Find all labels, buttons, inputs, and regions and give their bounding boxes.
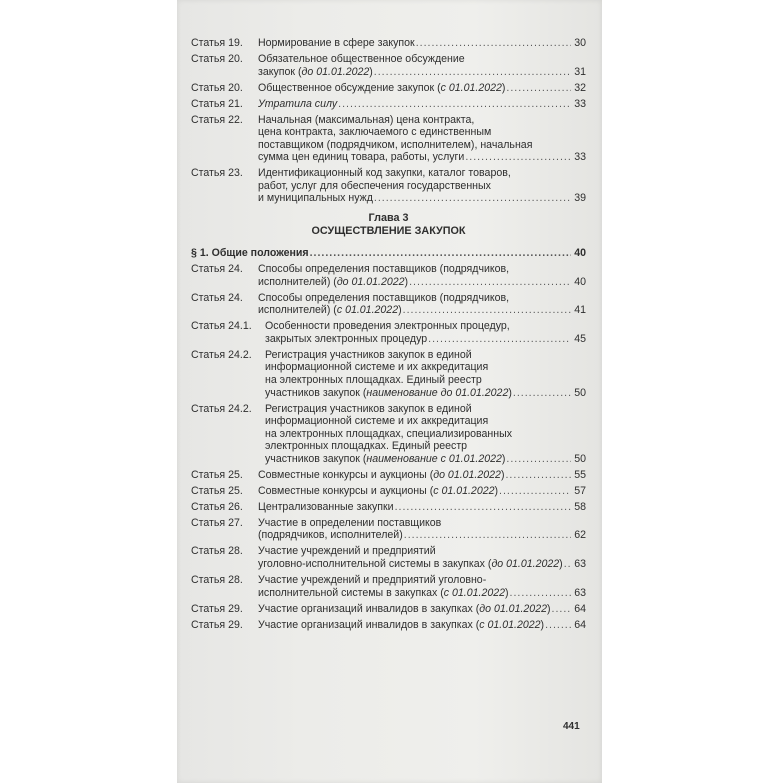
page-ref: 63 [574,586,586,599]
page-ref: 33 [574,151,586,164]
title-last-text [265,333,427,346]
closing-text: ) [501,81,506,94]
article-title [258,263,586,288]
dot-leader [416,37,571,50]
article-number: Статья 27. [191,516,243,529]
title-last-line [258,485,586,498]
toc-entry [191,114,586,164]
title-line: Участие учреждений и предприятий [258,545,436,558]
article-title [258,292,586,317]
toc-entry [191,517,586,542]
title-last-text [258,485,498,498]
page-ref: 45 [574,332,586,345]
page-ref: 33 [574,97,586,110]
title-line: Участие организаций инвалидов в закупках ( [258,602,480,615]
article-title [258,469,586,482]
article-number: Статья 20. [191,81,243,94]
italic-note: с 01.01.2022 [433,484,495,497]
title-line: Способы определения поставщиков (подрядчиков, [258,291,510,304]
title-line: Обязательное общественное обсуждение [258,52,465,65]
article-title [265,403,586,466]
toc-entry [191,501,586,514]
title-last-line [258,276,586,289]
title-line: Участие в определении поставщиков [258,516,442,529]
page-ref: 64 [574,618,586,631]
dot-leader [506,82,571,95]
title-line: Начальная (максимальная) цена контракта, [258,113,475,126]
dot-leader [510,587,571,600]
page-ref: 31 [574,65,586,78]
closing-text: ) [559,558,563,571]
toc-entry [191,82,586,95]
toc-entries-before-chapter [191,37,586,205]
toc-entry [191,292,586,317]
page-ref: 41 [574,304,586,317]
title-line: участников закупок ( [265,452,367,465]
dot-leader [374,66,571,79]
page-ref: 63 [574,558,586,571]
toc-entry [191,320,586,345]
dot-leader [499,485,571,498]
article-number: Статья 21. [191,97,243,110]
toc-entry [191,53,586,78]
title-line: уголовно-исполнительной системы в закупках ( [258,558,492,571]
title-line: (подрядчиков, исполнителей) [258,529,403,542]
book-page [177,0,602,783]
page-ref: 40 [574,275,586,288]
chapter-number: Глава 3 [368,212,409,225]
title-line: Особенности проведения электронных процедур, [265,320,510,333]
title-line: Совместные конкурсы и аукционы ( [258,468,434,481]
title-last-text [258,82,505,95]
title-last-text [258,66,373,79]
italic-note: наименование с 01.01.2022 [366,452,502,465]
section-title: § 1. Общие положения [191,247,309,260]
dot-leader [404,529,571,542]
page-ref: 39 [574,192,586,205]
title-last-line [258,151,586,164]
article-number: Статья 20. [191,52,243,65]
closing-text: ) [369,65,373,78]
dot-leader [506,453,571,466]
article-title [258,167,586,205]
title-line: исполнителей) ( [258,275,337,288]
closing-text: ) [540,618,545,631]
title-line: на электронных площадках, специализированных [265,427,513,440]
section-page: 40 [574,247,586,260]
article-number: Статья 24.2. [191,402,252,415]
article-number: Статья 19. [191,37,243,49]
article-number: Статья 25. [191,484,243,497]
title-line: Регистрация участников закупок в единой [265,402,472,415]
title-line: Общественное обсуждение закупок ( [258,81,441,94]
title-line: Способы определения поставщиков (подрядчиков, [258,263,510,276]
title-line: Участие учреждений и предприятий уголовно- [258,574,487,587]
article-title [258,619,586,632]
title-last-line [258,501,586,514]
page-ref: 50 [574,386,586,399]
dot-leader [403,304,571,317]
title-last-text [258,98,337,111]
title-last-text [258,37,415,50]
title-line: электронных площадках. Единый реестр [265,440,468,453]
title-last-line [258,587,586,600]
title-line: Совместные конкурсы и аукционы ( [258,484,434,497]
toc-entry [191,619,586,632]
title-last-line [258,603,586,616]
page-ref: 30 [574,37,586,49]
article-number: Статья 22. [191,113,243,126]
title-last-line [258,529,586,542]
title-last-text [258,587,509,600]
title-last-line [265,387,586,400]
italic-note: с 01.01.2022 [479,618,541,631]
chapter-title: ОСУЩЕСТВЛЕНИЕ ЗАКУПОК [311,225,466,238]
closing-text: ) [494,484,499,497]
title-last-text [258,529,403,542]
toc-entry [191,98,586,111]
title-line: работ, услуг для обеспечения государственных [258,179,491,192]
article-number: Статья 25. [191,468,243,481]
title-line: Централизованные закупки [258,500,394,513]
article-number: Статья 26. [191,500,243,513]
dot-leader [409,276,571,289]
title-line: Регистрация участников закупок в единой [265,348,472,361]
toc-entry [191,167,586,205]
title-last-line [258,619,586,632]
toc-entry [191,349,586,399]
article-title [258,501,586,514]
toc-entry [191,574,586,599]
italic-note: Утратила силу [258,97,338,110]
page-ref: 57 [574,484,586,497]
title-last-text [258,304,402,317]
dot-leader [564,558,571,571]
italic-note: с 01.01.2022 [443,586,506,599]
title-last-line [258,192,586,205]
article-title [258,545,586,570]
title-line: исполнительной системы в закупках ( [258,586,444,599]
chapter-heading [191,212,586,238]
italic-note: наименование до 01.01.2022 [366,386,509,399]
dot-leader [395,501,571,514]
article-number: Статья 28. [191,574,243,587]
title-last-line [258,469,586,482]
title-line: и муниципальных нужд [258,192,373,205]
toc-entry [191,603,586,616]
italic-note: до 01.01.2022 [336,275,405,288]
title-line: закрытых электронных процедур [265,332,428,345]
title-line: Нормирование в сфере закупок [258,37,415,49]
closing-text: ) [508,386,512,399]
dot-leader [374,192,571,205]
page-ref: 50 [574,452,586,465]
page-ref: 62 [574,529,586,542]
title-last-line [258,558,586,571]
closing-text: ) [398,304,402,317]
dot-leader [545,619,571,632]
title-last-line [258,66,586,79]
article-title [258,603,586,616]
section-heading [191,247,586,260]
article-title [258,37,586,50]
page-number: 441 [563,721,580,732]
closing-text: ) [404,275,409,288]
italic-note: с 01.01.2022 [336,304,399,317]
toc-entry [191,469,586,482]
page-ref: 55 [574,468,586,481]
dot-leader [465,151,571,164]
title-last-line [258,82,586,95]
article-title [258,517,586,542]
article-number: Статья 29. [191,618,243,631]
title-last-text [265,453,505,466]
italic-note: до 01.01.2022 [491,558,560,571]
toc-entry [191,485,586,498]
title-last-line [258,37,586,50]
title-last-text [258,469,504,482]
table-of-contents [191,37,586,635]
article-number: Статья 24.2. [191,348,252,361]
article-title [258,53,586,78]
dot-leader [310,247,571,260]
title-last-text [258,619,544,632]
closing-text: ) [501,452,506,465]
title-last-text [258,151,464,164]
toc-entries-after-chapter [191,263,586,631]
dot-leader [428,333,571,346]
italic-note: до 01.01.2022 [479,602,547,615]
title-last-text [265,387,512,400]
article-title [265,349,586,399]
article-title [258,574,586,599]
article-number: Статья 24. [191,263,243,276]
title-line: информационной системе и их аккредитация [265,361,489,374]
title-last-line [258,98,586,111]
title-line: на электронных площадках. Единый реестр [265,373,482,386]
title-last-line [265,453,586,466]
page-ref: 58 [574,500,586,513]
article-number: Статья 29. [191,602,243,615]
dot-leader [338,98,571,111]
page-ref: 32 [574,81,586,94]
toc-entry [191,263,586,288]
closing-text: ) [505,586,509,599]
title-last-text [258,558,563,571]
title-last-text [258,276,408,289]
dot-leader [513,387,571,400]
title-line: информационной системе и их аккредитация [265,415,489,428]
article-number: Статья 28. [191,545,243,558]
article-title [258,98,586,111]
italic-note: до 01.01.2022 [433,468,501,481]
title-last-line [258,304,586,317]
page-ref: 64 [574,602,586,615]
title-line: Идентификационный код закупки, каталог товаров, [258,167,511,180]
title-line: поставщиком (подрядчиком, исполнителем), начальная [258,138,533,151]
italic-note: с 01.01.2022 [440,81,502,94]
dot-leader [552,603,571,616]
title-line: Участие организаций инвалидов в закупках ( [258,618,480,631]
article-number: Статья 24.1. [191,320,252,333]
title-last-text [258,501,394,514]
title-line: сумма цен единиц товара, работы, услуги [258,151,465,164]
toc-entry [191,403,586,466]
article-title [258,485,586,498]
title-line: цена контракта, заключаемого с единственным [258,126,492,139]
toc-entry [191,545,586,570]
closing-text: ) [500,468,505,481]
toc-entry [191,37,586,50]
article-title [265,320,586,345]
title-last-line [265,333,586,346]
article-number: Статья 24. [191,291,243,304]
dot-leader [505,469,571,482]
italic-note: до 01.01.2022 [301,65,370,78]
title-line: участников закупок ( [265,386,367,399]
article-number: Статья 23. [191,167,243,180]
title-line: закупок ( [258,65,302,78]
closing-text: ) [546,602,551,615]
title-last-text [258,603,551,616]
article-title [258,114,586,164]
title-line: исполнителей) ( [258,304,337,317]
title-last-text [258,192,373,205]
article-title [258,82,586,95]
